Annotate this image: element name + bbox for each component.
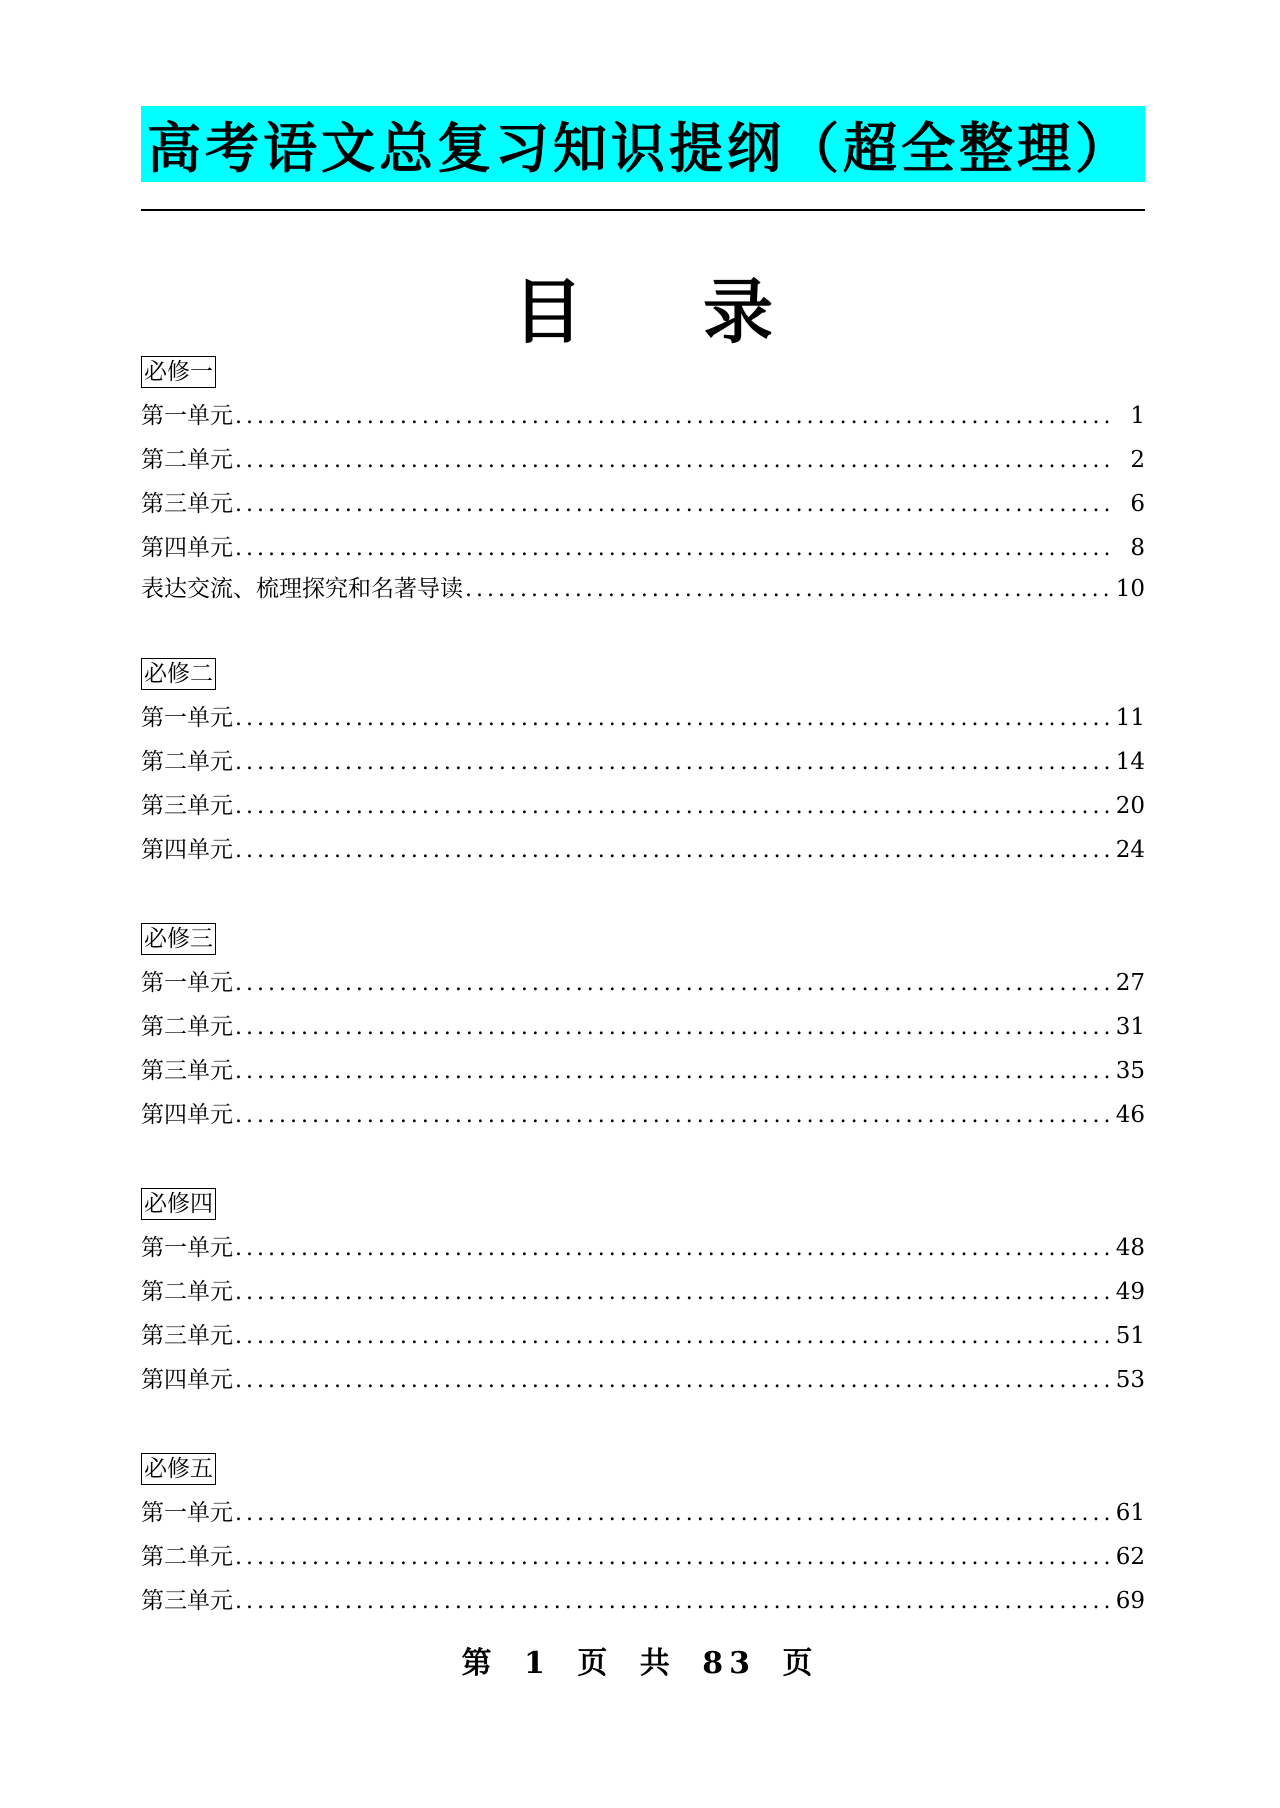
toc-heading [141, 270, 1145, 354]
dot-leader [235, 439, 1113, 483]
toc-entry[interactable] [141, 1491, 1145, 1535]
toc-entry[interactable] [141, 1579, 1145, 1623]
dot-leader [235, 1315, 1110, 1359]
dot-leader [235, 1227, 1110, 1271]
dot-leader [235, 741, 1110, 785]
toc-entry[interactable] [141, 526, 1145, 570]
dot-leader [235, 483, 1113, 527]
toc-entry-page: 1 [1130, 403, 1145, 429]
toc-entry-page: 14 [1115, 749, 1145, 775]
footer-suffix: 页 [782, 1646, 819, 1681]
toc-entry-page: 53 [1115, 1367, 1145, 1393]
toc-entry[interactable] [141, 482, 1145, 526]
toc-entry[interactable] [141, 828, 1145, 872]
toc-entry[interactable] [141, 740, 1145, 784]
toc-entry-title: 第一单元 [141, 1500, 233, 1526]
toc-entry-title: 第三单元 [141, 1323, 233, 1349]
toc-entry-page: 51 [1115, 1323, 1145, 1349]
toc-entry-page: 24 [1115, 837, 1145, 863]
toc-entry[interactable] [141, 570, 1145, 608]
toc-section-bixiu-4 [141, 1188, 1145, 1402]
toc-entry[interactable] [141, 696, 1145, 740]
toc-entry-title: 第二单元 [141, 749, 233, 775]
toc-entry-page: 35 [1115, 1058, 1145, 1084]
dot-leader [235, 1492, 1110, 1536]
toc-entry-page: 20 [1115, 793, 1145, 819]
section-label: 必修一 [141, 356, 216, 388]
title-divider [141, 209, 1145, 211]
toc-entry[interactable] [141, 1535, 1145, 1579]
toc-entry-title: 表达交流、梳理探究和名著导读 [141, 576, 463, 602]
toc-entry-page: 8 [1130, 535, 1145, 561]
footer-total-pages: 83 [702, 1646, 756, 1681]
page-footer [0, 1638, 1280, 1682]
dot-leader [235, 395, 1113, 439]
toc-entry-page: 61 [1115, 1500, 1145, 1526]
toc-entry-title: 第一单元 [141, 705, 233, 731]
dot-leader [235, 697, 1110, 741]
toc-section-bixiu-1 [141, 356, 1145, 608]
toc-entry[interactable] [141, 1270, 1145, 1314]
toc-entry-page: 11 [1115, 705, 1145, 731]
toc-entry-title: 第三单元 [141, 1058, 233, 1084]
toc-section-bixiu-5 [141, 1453, 1145, 1623]
dot-leader [235, 1271, 1110, 1315]
toc-entry-title: 第三单元 [141, 1588, 233, 1614]
toc-entry-title: 第四单元 [141, 1102, 233, 1128]
toc-entry-title: 第四单元 [141, 535, 233, 561]
toc-entry[interactable] [141, 1005, 1145, 1049]
dot-leader [235, 785, 1110, 829]
toc-entry-page: 10 [1115, 576, 1145, 602]
toc-heading-char-1: 目 [513, 271, 583, 353]
toc-entry-page: 2 [1130, 447, 1145, 473]
toc-entry-title: 第四单元 [141, 837, 233, 863]
toc-entry[interactable] [141, 961, 1145, 1005]
section-label: 必修二 [141, 658, 216, 690]
dot-leader [235, 527, 1113, 571]
dot-leader [235, 829, 1110, 873]
dot-leader [235, 962, 1110, 1006]
toc-entry-page: 6 [1130, 491, 1145, 517]
toc-heading-char-2: 录 [703, 271, 773, 353]
toc-entry-title: 第三单元 [141, 793, 233, 819]
document-title: 高考语文总复习知识提纲（超全整理） [141, 106, 1145, 182]
toc-entry[interactable] [141, 438, 1145, 482]
toc-entry-title: 第一单元 [141, 403, 233, 429]
dot-leader [235, 1580, 1110, 1624]
toc-entry-page: 49 [1115, 1279, 1145, 1305]
toc-section-bixiu-2 [141, 658, 1145, 872]
toc-entry-title: 第二单元 [141, 1279, 233, 1305]
dot-leader [235, 1359, 1110, 1403]
toc-entry-page: 31 [1115, 1014, 1145, 1040]
toc-entry-page: 69 [1115, 1588, 1145, 1614]
toc-entry[interactable] [141, 1226, 1145, 1270]
toc-entry-page: 27 [1115, 970, 1145, 996]
section-label: 必修四 [141, 1188, 216, 1220]
toc-entry-page: 48 [1115, 1235, 1145, 1261]
toc-entry[interactable] [141, 394, 1145, 438]
dot-leader [235, 1094, 1110, 1138]
dot-leader [235, 1050, 1110, 1094]
footer-current-page: 1 [524, 1646, 551, 1681]
section-label: 必修五 [141, 1453, 216, 1485]
dot-leader [235, 1536, 1110, 1580]
toc-entry[interactable] [141, 1093, 1145, 1137]
toc-entry-page: 62 [1115, 1544, 1145, 1570]
toc-entry[interactable] [141, 1314, 1145, 1358]
toc-entry-page: 46 [1115, 1102, 1145, 1128]
toc-entry-title: 第一单元 [141, 1235, 233, 1261]
toc-entry-title: 第四单元 [141, 1367, 233, 1393]
section-label: 必修三 [141, 923, 216, 955]
toc-section-bixiu-3 [141, 923, 1145, 1137]
toc-entry-title: 第二单元 [141, 1014, 233, 1040]
dot-leader [465, 571, 1110, 609]
dot-leader [235, 1006, 1110, 1050]
footer-middle: 页 共 [577, 1646, 676, 1681]
toc-entry[interactable] [141, 784, 1145, 828]
toc-entry[interactable] [141, 1358, 1145, 1402]
toc-entry-title: 第一单元 [141, 970, 233, 996]
toc-entry[interactable] [141, 1049, 1145, 1093]
footer-prefix: 第 [461, 1646, 498, 1681]
toc-entry-title: 第三单元 [141, 491, 233, 517]
toc-entry-title: 第二单元 [141, 1544, 233, 1570]
toc-entry-title: 第二单元 [141, 447, 233, 473]
